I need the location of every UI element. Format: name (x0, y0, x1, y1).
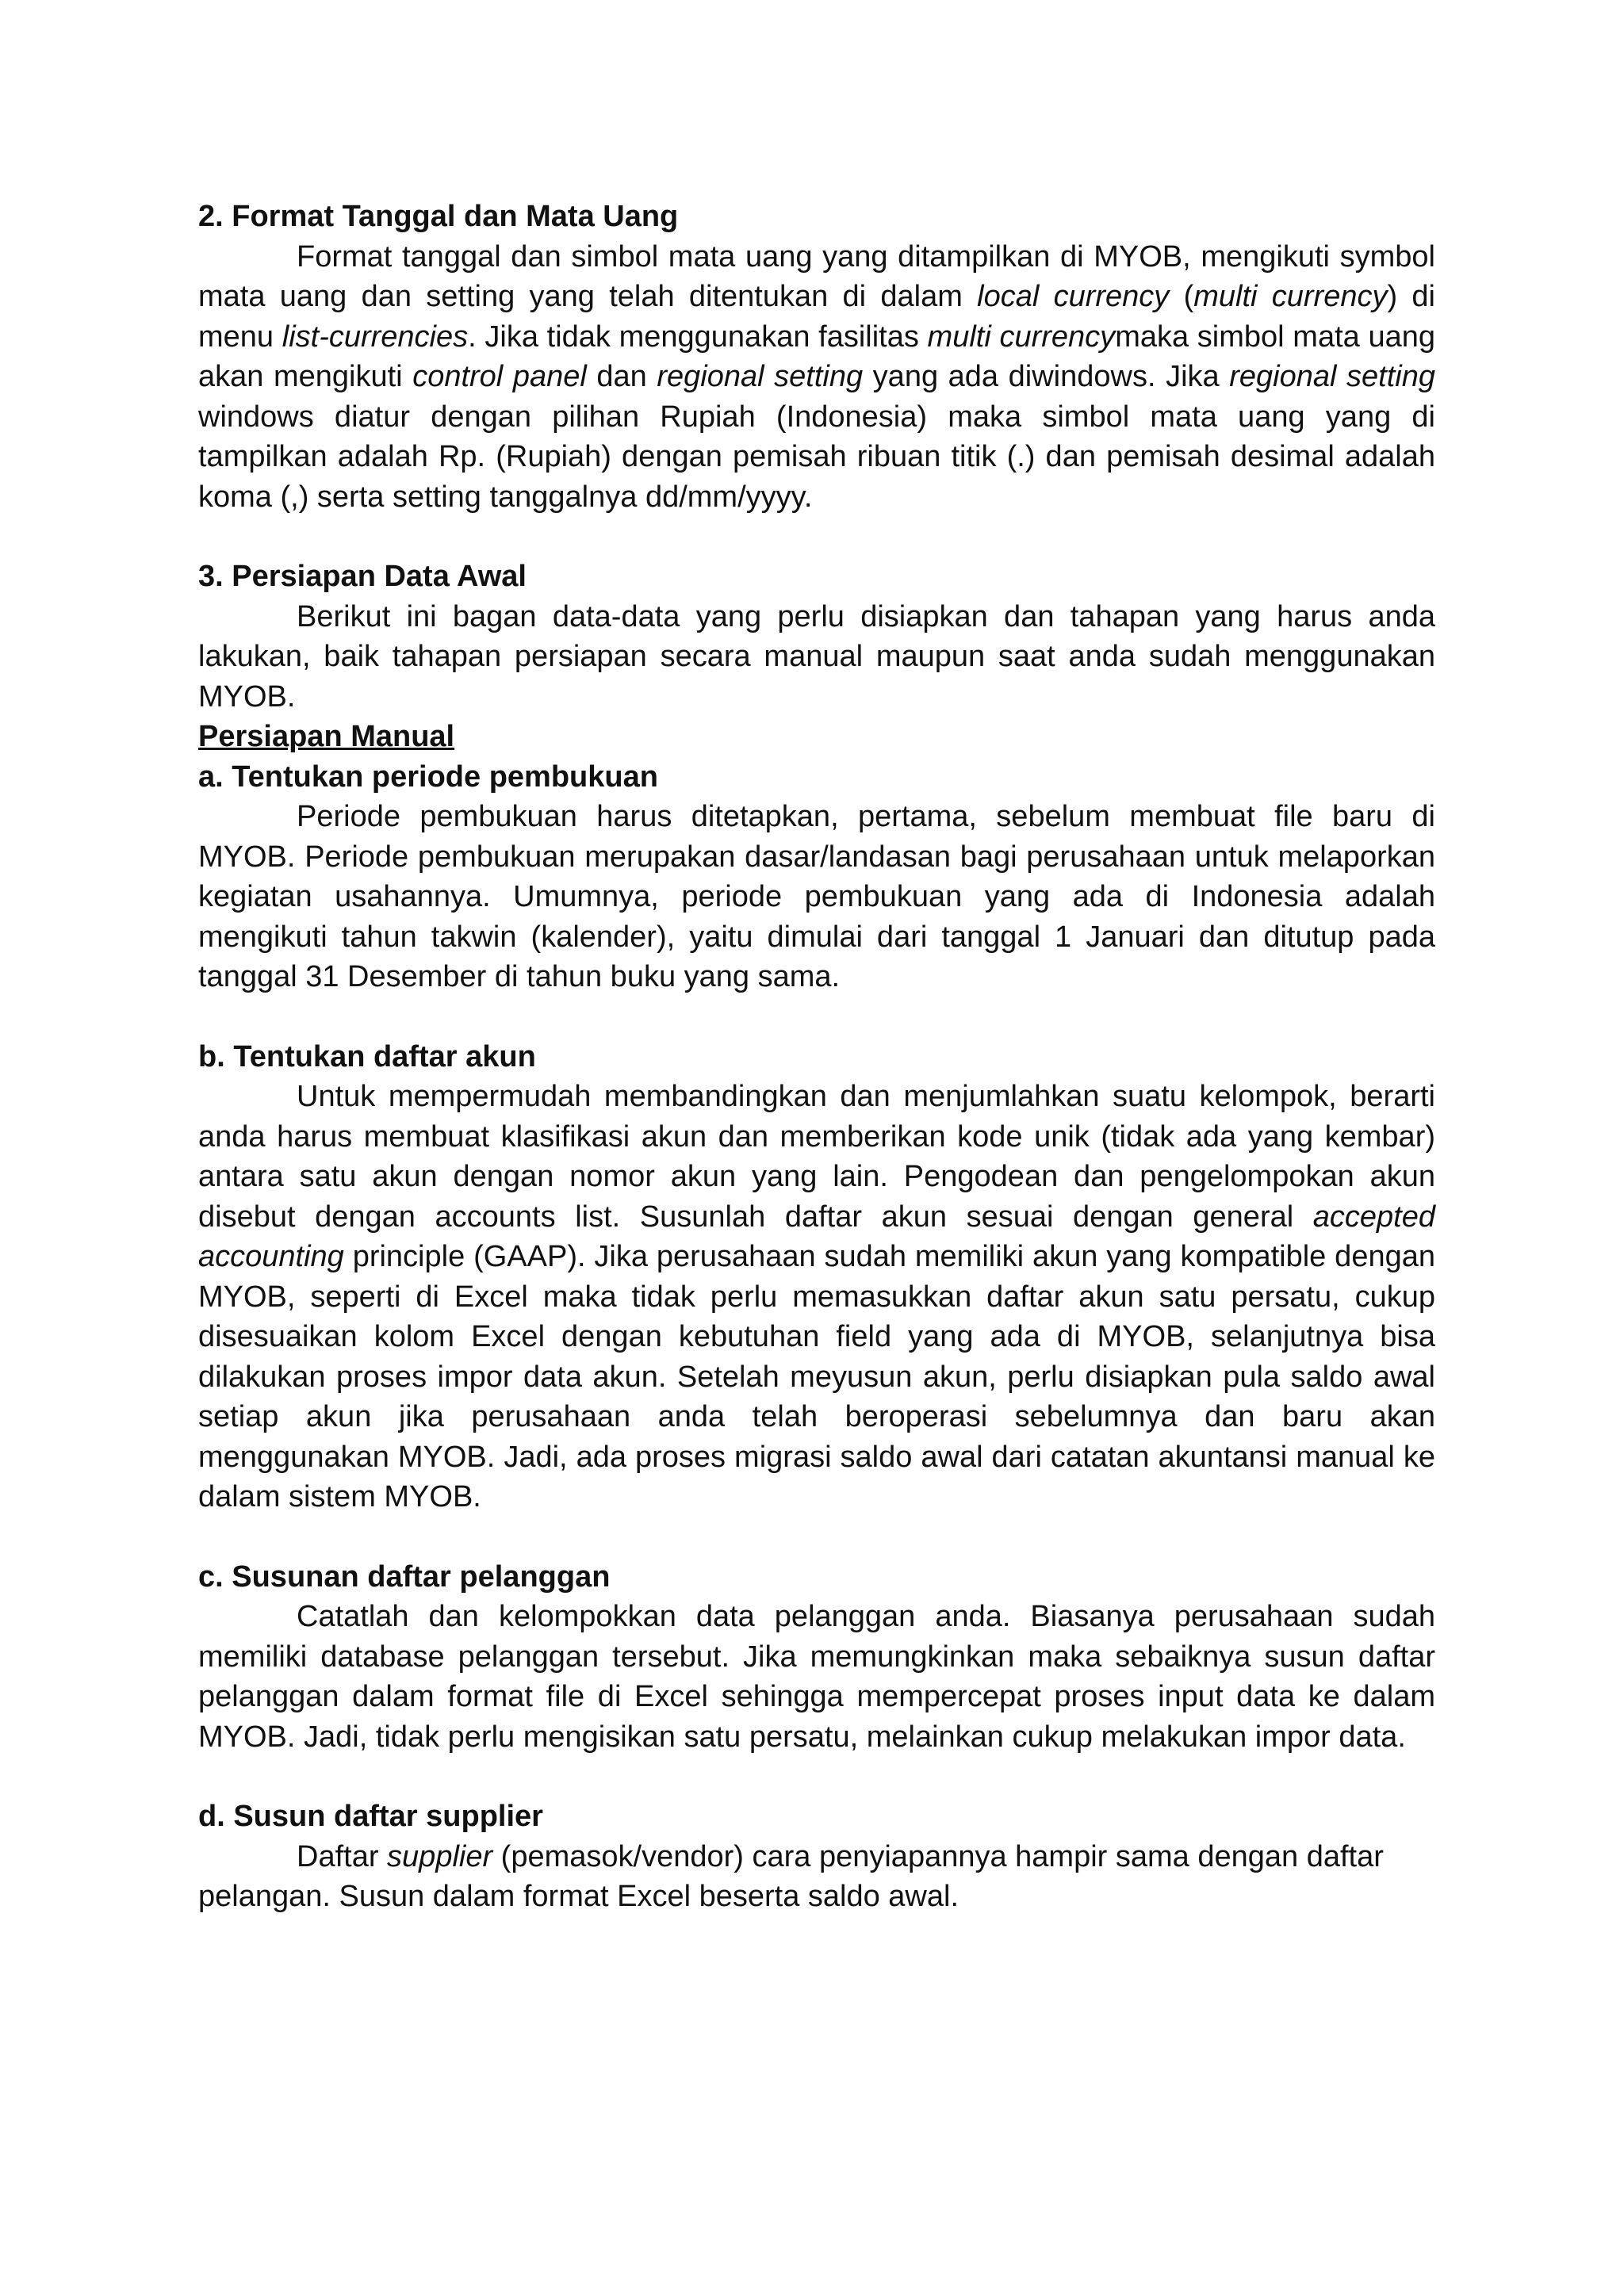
sub-a-heading: a. Tentukan periode pembukuan (198, 760, 658, 794)
sub-d-paragraph: Daftar supplier (pemasok/vendor) cara penyiapannya hampir sama dengan daftar pelangan. Susun dalam format Excel beserta saldo awal. (198, 1839, 1384, 1913)
section-3-heading: 3. Persiapan Data Awal (198, 560, 527, 593)
sub-a-paragraph: Periode pembukuan harus ditetapkan, pertama, sebelum membuat file baru di MYOB. Periode pembukuan merupakan dasar/landasan bagi perusahaan untuk melaporkan kegiatan usahannya. Umumnya, periode pembukuan yang ada di Indonesia adalah mengikuti tahun takwin (kalender), yaitu dimulai dari tanggal 1 Januari dan ditutup pada tanggal 31 Desember di tahun buku yang sama. (198, 800, 1435, 993)
section-3-paragraph: Berikut ini bagan data-data yang perlu disiapkan dan tahapan yang harus anda lakukan, baik tahapan persiapan secara manual maupun saat anda sudah menggunakan MYOB. (198, 599, 1435, 714)
spacer (198, 997, 1435, 1037)
spacer (198, 1757, 1435, 1797)
document-body (198, 197, 1435, 1917)
section-2-paragraph: Format tanggal dan simbol mata uang yang ditampilkan di MYOB, mengikuti symbol mata uang dan setting yang telah ditentukan di dalam local currency (multi currency) di menu list-currencies. Jika tidak menggunakan fasilitas multi currencymaka simbol mata uang akan mengikuti control panel dan regional setting yang ada diwindows. Jika regional setting windows diatur dengan pilihan Rupiah (Indonesia) maka simbol mata uang yang di tampilkan adalah Rp. (Rupiah) dengan pemisah ribuan titik (.) dan pemisah desimal adalah koma (,) serta setting tanggalnya dd/mm/yyyy. (198, 239, 1435, 514)
spacer (198, 517, 1435, 557)
section-2-heading: 2. Format Tanggal dan Mata Uang (198, 200, 679, 233)
sub-b-heading: b. Tentukan daftar akun (198, 1039, 536, 1073)
spacer (198, 1517, 1435, 1557)
sub-b-paragraph: Untuk mempermudah membandingkan dan menjumlahkan suatu kelompok, berarti anda harus membuat klasifikasi akun dan memberikan kode unik (tidak ada yang kembar) antara satu akun dengan nomor akun yang lain. Pengodean dan pengelompokan akun disebut dengan accounts list. Susunlah daftar akun sesuai dengan general accepted accounting principle (GAAP). Jika perusahaan sudah memiliki akun yang kompatible dengan MYOB, seperti di Excel maka tidak perlu memasukkan daftar akun satu persatu, cukup disesuaikan kolom Excel dengan kebutuhan field yang ada di MYOB, selanjutnya bisa dilakukan proses impor data akun. Setelah meyusun akun, perlu disiapkan pula saldo awal setiap akun jika perusahaan anda telah beroperasi sebelumnya dan baru akan menggunakan MYOB. Jadi, ada proses migrasi saldo awal dari catatan akuntansi manual ke dalam sistem MYOB. (198, 1080, 1435, 1513)
sub-c-heading: c. Susunan daftar pelanggan (198, 1559, 611, 1594)
sub-c-paragraph: Catatlah dan kelompokkan data pelanggan anda. Biasanya perusahaan sudah memiliki database pelanggan tersebut. Jika memungkinkan maka sebaiknya susun daftar pelanggan dalam format file di Excel sehingga mempercepat proses input data ke dalam MYOB. Jadi, tidak perlu mengisikan satu persatu, melainkan cukup melakukan impor data. (198, 1600, 1435, 1754)
sub-d-heading: d. Susun daftar supplier (198, 1800, 543, 1833)
manual-preparation-heading: Persiapan Manual (198, 720, 455, 753)
